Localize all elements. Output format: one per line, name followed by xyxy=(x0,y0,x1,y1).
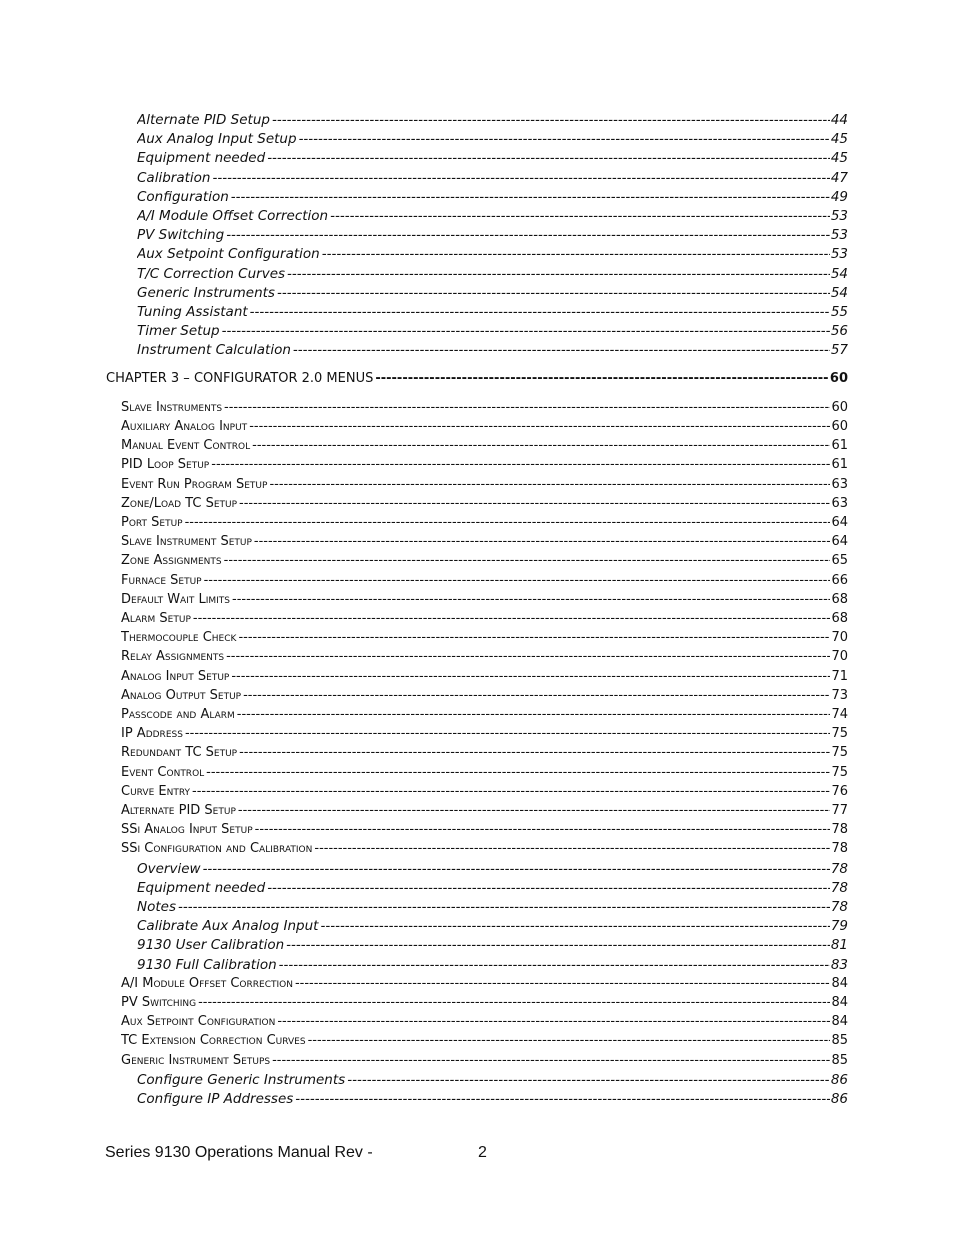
toc-entry-page: 45 xyxy=(830,131,848,148)
toc-dot-leader xyxy=(267,150,830,166)
toc-entry-title: Slave Instruments xyxy=(121,399,223,415)
toc-entry[interactable] xyxy=(137,1072,848,1091)
toc-entry-title: T/C Correction Curves xyxy=(137,265,286,282)
toc-entry[interactable] xyxy=(121,515,848,534)
toc-entry-title: Aux Setpoint Configuration xyxy=(121,1014,276,1030)
toc-dot-leader xyxy=(226,227,830,243)
toc-dot-leader xyxy=(267,880,830,896)
toc-entry-page: 57 xyxy=(830,342,848,359)
toc-dot-leader xyxy=(212,170,829,186)
toc-entry-page: 75 xyxy=(831,764,848,780)
toc-entry-page: 66 xyxy=(831,572,848,588)
toc-entry-title: A/I Module Offset Correction xyxy=(121,975,293,991)
toc-entry-page: 64 xyxy=(831,515,848,530)
toc-dot-leader xyxy=(308,1033,831,1048)
toc-entry[interactable] xyxy=(137,918,848,937)
toc-entry-page: 53 xyxy=(830,208,848,224)
footer-page-number: 2 xyxy=(478,1144,487,1161)
toc-entry[interactable] xyxy=(137,880,848,899)
toc-entry-page: 53 xyxy=(830,246,848,263)
toc-dot-leader xyxy=(192,784,830,799)
toc-entry[interactable] xyxy=(137,957,848,976)
toc-entry-page: 61 xyxy=(831,457,848,473)
toc-entry-title: Configuration xyxy=(137,188,229,205)
toc-entry[interactable] xyxy=(121,1053,848,1072)
toc-entry[interactable] xyxy=(121,649,848,668)
toc-entry-title: Overview xyxy=(137,860,201,877)
toc-entry[interactable] xyxy=(137,150,848,169)
toc-entry-title: Redundant TC Setup xyxy=(121,745,238,761)
toc-dot-leader xyxy=(320,918,829,934)
toc-dot-leader xyxy=(231,669,830,684)
toc-entry-page: 75 xyxy=(831,726,848,742)
toc-entry-title: Aux Analog Input Setup xyxy=(137,131,297,148)
toc-entry[interactable] xyxy=(121,438,848,457)
toc-entry[interactable] xyxy=(121,669,848,688)
toc-dot-leader xyxy=(238,630,830,645)
toc-dot-leader xyxy=(204,573,831,588)
toc-entry-title: Passcode and Alarm xyxy=(121,707,235,722)
toc-entry[interactable] xyxy=(121,611,848,630)
toc-entry-page: 68 xyxy=(831,611,848,626)
toc-entry-title: Manual Event Control xyxy=(121,438,251,454)
toc-entry-title: PV Switching xyxy=(121,995,197,1010)
toc-entry-page: 56 xyxy=(830,323,848,340)
toc-entry[interactable] xyxy=(137,342,848,361)
toc-entry-title: Analog Output Setup xyxy=(121,687,242,703)
toc-entry-page: 78 xyxy=(831,841,848,857)
toc-dot-leader xyxy=(255,822,831,837)
toc-entry-page: 84 xyxy=(831,995,848,1010)
toc-dot-leader xyxy=(286,937,830,953)
toc-dot-leader xyxy=(330,208,830,224)
toc-entry-title: Port Setup xyxy=(121,515,183,530)
toc-entry[interactable] xyxy=(137,112,848,131)
toc-dot-leader xyxy=(272,1053,830,1068)
toc-dot-leader xyxy=(232,592,830,607)
toc-dot-leader xyxy=(238,803,831,818)
toc-dot-leader xyxy=(293,342,830,358)
toc-entry-title: Auxiliary Analog Input xyxy=(121,419,248,434)
toc-entry[interactable] xyxy=(121,822,848,841)
toc-entry-title: Default Wait Limits xyxy=(121,591,231,607)
toc-entry[interactable] xyxy=(121,976,848,995)
toc-entry-page: 54 xyxy=(830,265,848,282)
toc-entry-page: 71 xyxy=(831,668,848,684)
toc-entry-title: Event Run Program Setup xyxy=(121,476,268,492)
toc-dot-leader xyxy=(347,1072,830,1088)
toc-entry-page: 60 xyxy=(829,371,848,387)
toc-entry-page: 85 xyxy=(831,1052,848,1068)
toc-entry[interactable] xyxy=(121,553,848,572)
toc-entry[interactable] xyxy=(121,784,848,803)
toc-entry[interactable] xyxy=(121,688,848,707)
toc-dot-leader xyxy=(322,246,830,262)
toc-entry-title: Equipment needed xyxy=(137,879,266,896)
toc-entry-title: Relay Assignments xyxy=(121,649,225,665)
toc-dot-leader xyxy=(222,323,830,339)
toc-dot-leader xyxy=(254,534,831,549)
toc-dot-leader xyxy=(178,899,830,915)
toc-entry-title: PID Loop Setup xyxy=(121,457,210,473)
toc-entry[interactable] xyxy=(121,630,848,649)
toc-entry-page: 61 xyxy=(831,438,848,454)
toc-entry-title: Notes xyxy=(137,899,176,915)
toc-dot-leader xyxy=(211,457,830,472)
toc-entry-title: Slave Instrument Setup xyxy=(121,534,252,550)
toc-entry[interactable] xyxy=(137,861,848,880)
toc-dot-leader xyxy=(203,861,830,877)
toc-entry-page: 60 xyxy=(831,399,848,415)
toc-entry-title: Tuning Assistant xyxy=(137,304,248,320)
toc-dot-leader xyxy=(250,304,830,320)
toc-entry-title: SSi Analog Input Setup xyxy=(121,822,253,838)
toc-dot-leader xyxy=(269,477,830,492)
toc-entry[interactable] xyxy=(137,1091,848,1110)
toc-dot-leader xyxy=(185,726,831,741)
toc-dot-leader xyxy=(206,765,830,780)
toc-entry-page: 86 xyxy=(830,1091,848,1107)
toc-entry-title: Zone/Load TC Setup xyxy=(121,495,238,511)
toc-entry[interactable] xyxy=(121,707,848,726)
toc-dot-leader xyxy=(193,611,831,626)
toc-entry-title: Curve Entry xyxy=(121,783,191,799)
toc-entry[interactable] xyxy=(121,592,848,611)
toc-entry-page: 83 xyxy=(830,956,848,973)
toc-entry-title: Instrument Calculation xyxy=(137,342,291,359)
toc-entry[interactable] xyxy=(121,1033,848,1052)
toc-entry-page: 70 xyxy=(831,630,848,646)
toc-entry[interactable] xyxy=(121,400,848,419)
toc-entry-page: 74 xyxy=(831,707,848,722)
toc-entry-title: Configure IP Addresses xyxy=(137,1091,294,1107)
toc-entry[interactable] xyxy=(121,419,848,438)
toc-entry-title: Calibration xyxy=(137,169,211,186)
toc-entry-page: 64 xyxy=(831,534,848,550)
toc-entry-page: 84 xyxy=(831,975,848,991)
toc-entry-title: Generic Instruments xyxy=(137,284,275,301)
toc-entry-title: Thermocouple Check xyxy=(121,630,237,646)
toc-entry[interactable] xyxy=(121,496,848,515)
toc-entry[interactable] xyxy=(121,995,848,1014)
toc-entry[interactable] xyxy=(121,457,848,476)
toc-dot-leader xyxy=(185,515,831,530)
toc-entry-title: Alternate PID Setup xyxy=(137,112,270,128)
toc-entry-page: 78 xyxy=(830,899,848,915)
toc-entry-title: CHAPTER 3 – CONFIGURATOR 2.0 MENUS xyxy=(106,371,374,387)
toc-entry[interactable] xyxy=(137,285,848,304)
toc-entry-title: PV Switching xyxy=(137,227,225,244)
toc-entry-page: 47 xyxy=(830,169,848,186)
toc-entry-title: 9130 User Calibration xyxy=(137,937,285,954)
toc-dot-leader xyxy=(279,957,830,973)
toc-dot-leader xyxy=(299,131,830,147)
toc-entry-page: 49 xyxy=(830,188,848,205)
toc-entry-title: Timer Setup xyxy=(137,323,220,340)
toc-entry-title: Furnace Setup xyxy=(121,572,202,588)
toc-entry-title: Alarm Setup xyxy=(121,611,191,626)
toc-entry[interactable] xyxy=(137,304,848,323)
toc-entry-title: Generic Instrument Setups xyxy=(121,1052,271,1068)
toc-entry[interactable] xyxy=(137,266,848,285)
toc-entry-title: Zone Assignments xyxy=(121,553,222,569)
toc-entry[interactable] xyxy=(137,227,848,246)
toc-entry[interactable] xyxy=(137,170,848,189)
toc-entry[interactable] xyxy=(137,899,848,918)
toc-entry-page: 78 xyxy=(830,860,848,877)
toc-entry-page: 53 xyxy=(830,227,848,244)
toc-entry-page: 55 xyxy=(830,304,848,320)
toc-dot-leader xyxy=(277,1014,830,1029)
toc-dot-leader xyxy=(239,496,830,511)
toc-dot-leader xyxy=(295,976,830,991)
toc-entry-page: 77 xyxy=(831,803,848,818)
toc-entry-page: 60 xyxy=(831,419,848,434)
toc-entry-title: Aux Setpoint Configuration xyxy=(137,246,320,263)
toc-dot-leader xyxy=(239,745,830,760)
toc-entry-page: 45 xyxy=(830,150,848,167)
toc-dot-leader xyxy=(287,266,830,282)
toc-entry[interactable] xyxy=(137,246,848,265)
toc-dot-leader xyxy=(314,841,830,856)
toc-entry[interactable] xyxy=(121,1014,848,1033)
toc-entry-page: 86 xyxy=(830,1071,848,1088)
toc-entry-title: Analog Input Setup xyxy=(121,668,230,684)
toc-entry[interactable] xyxy=(137,937,848,956)
toc-entry-page: 63 xyxy=(831,495,848,511)
toc-entry-title: Equipment needed xyxy=(137,150,266,167)
footer-manual-title: Series 9130 Operations Manual Rev - xyxy=(105,1144,373,1161)
toc-entry-title: Calibrate Aux Analog Input xyxy=(137,918,319,935)
toc-entry[interactable] xyxy=(137,208,848,227)
toc-entry[interactable] xyxy=(137,189,848,208)
toc-entry[interactable] xyxy=(121,803,848,822)
toc-entry-title: SSi Configuration and Calibration xyxy=(121,841,313,857)
toc-entry-page: 75 xyxy=(831,745,848,761)
toc-dot-leader xyxy=(237,707,831,722)
toc-entry-page: 54 xyxy=(830,284,848,301)
toc-entry-page: 63 xyxy=(831,476,848,492)
toc-entry-page: 85 xyxy=(831,1033,848,1049)
toc-entry-title: A/I Module Offset Correction xyxy=(137,208,329,224)
toc-dot-leader xyxy=(224,400,830,415)
toc-entry[interactable] xyxy=(137,131,848,150)
toc-entry-title: Event Control xyxy=(121,764,205,780)
toc-dot-leader xyxy=(277,285,830,301)
toc-dot-leader xyxy=(375,371,829,386)
toc-entry[interactable] xyxy=(121,477,848,496)
toc-chapter-entry[interactable] xyxy=(106,371,848,390)
toc-entry-title: 9130 Full Calibration xyxy=(137,956,277,973)
toc-entry-title: IP Address xyxy=(121,726,183,742)
toc-entry[interactable] xyxy=(121,745,848,764)
toc-entry-page: 84 xyxy=(831,1014,848,1030)
toc-entry-page: 76 xyxy=(831,783,848,799)
toc-entry-page: 73 xyxy=(831,687,848,703)
toc-dot-leader xyxy=(226,649,830,664)
toc-entry-page: 78 xyxy=(831,822,848,838)
toc-dot-leader xyxy=(272,112,830,128)
toc-entry-page: 78 xyxy=(830,879,848,896)
page-footer xyxy=(105,1144,605,1166)
toc-entry-page: 81 xyxy=(830,937,848,954)
toc-dot-leader xyxy=(252,438,830,453)
toc-entry-title: TC Extension Correction Curves xyxy=(121,1033,306,1049)
toc-entry[interactable] xyxy=(121,534,848,553)
toc-dot-leader xyxy=(198,995,830,1010)
toc-entry-title: Configure Generic Instruments xyxy=(137,1071,346,1088)
toc-dot-leader xyxy=(231,189,830,205)
toc-dot-leader xyxy=(224,553,831,568)
toc-entry[interactable] xyxy=(121,765,848,784)
toc-entry-page: 79 xyxy=(830,918,848,935)
toc-entry-page: 65 xyxy=(831,553,848,569)
toc-entry-page: 68 xyxy=(831,591,848,607)
toc-dot-leader xyxy=(243,688,830,703)
toc-entry-title: Alternate PID Setup xyxy=(121,803,236,818)
toc-dot-leader xyxy=(249,419,830,434)
toc-entry-page: 44 xyxy=(830,112,848,128)
toc-entry[interactable] xyxy=(121,841,848,860)
toc-dot-leader xyxy=(295,1091,830,1107)
toc-entry[interactable] xyxy=(121,726,848,745)
toc-entry-page: 70 xyxy=(831,649,848,665)
toc-entry[interactable] xyxy=(137,323,848,342)
toc-entry[interactable] xyxy=(121,573,848,592)
